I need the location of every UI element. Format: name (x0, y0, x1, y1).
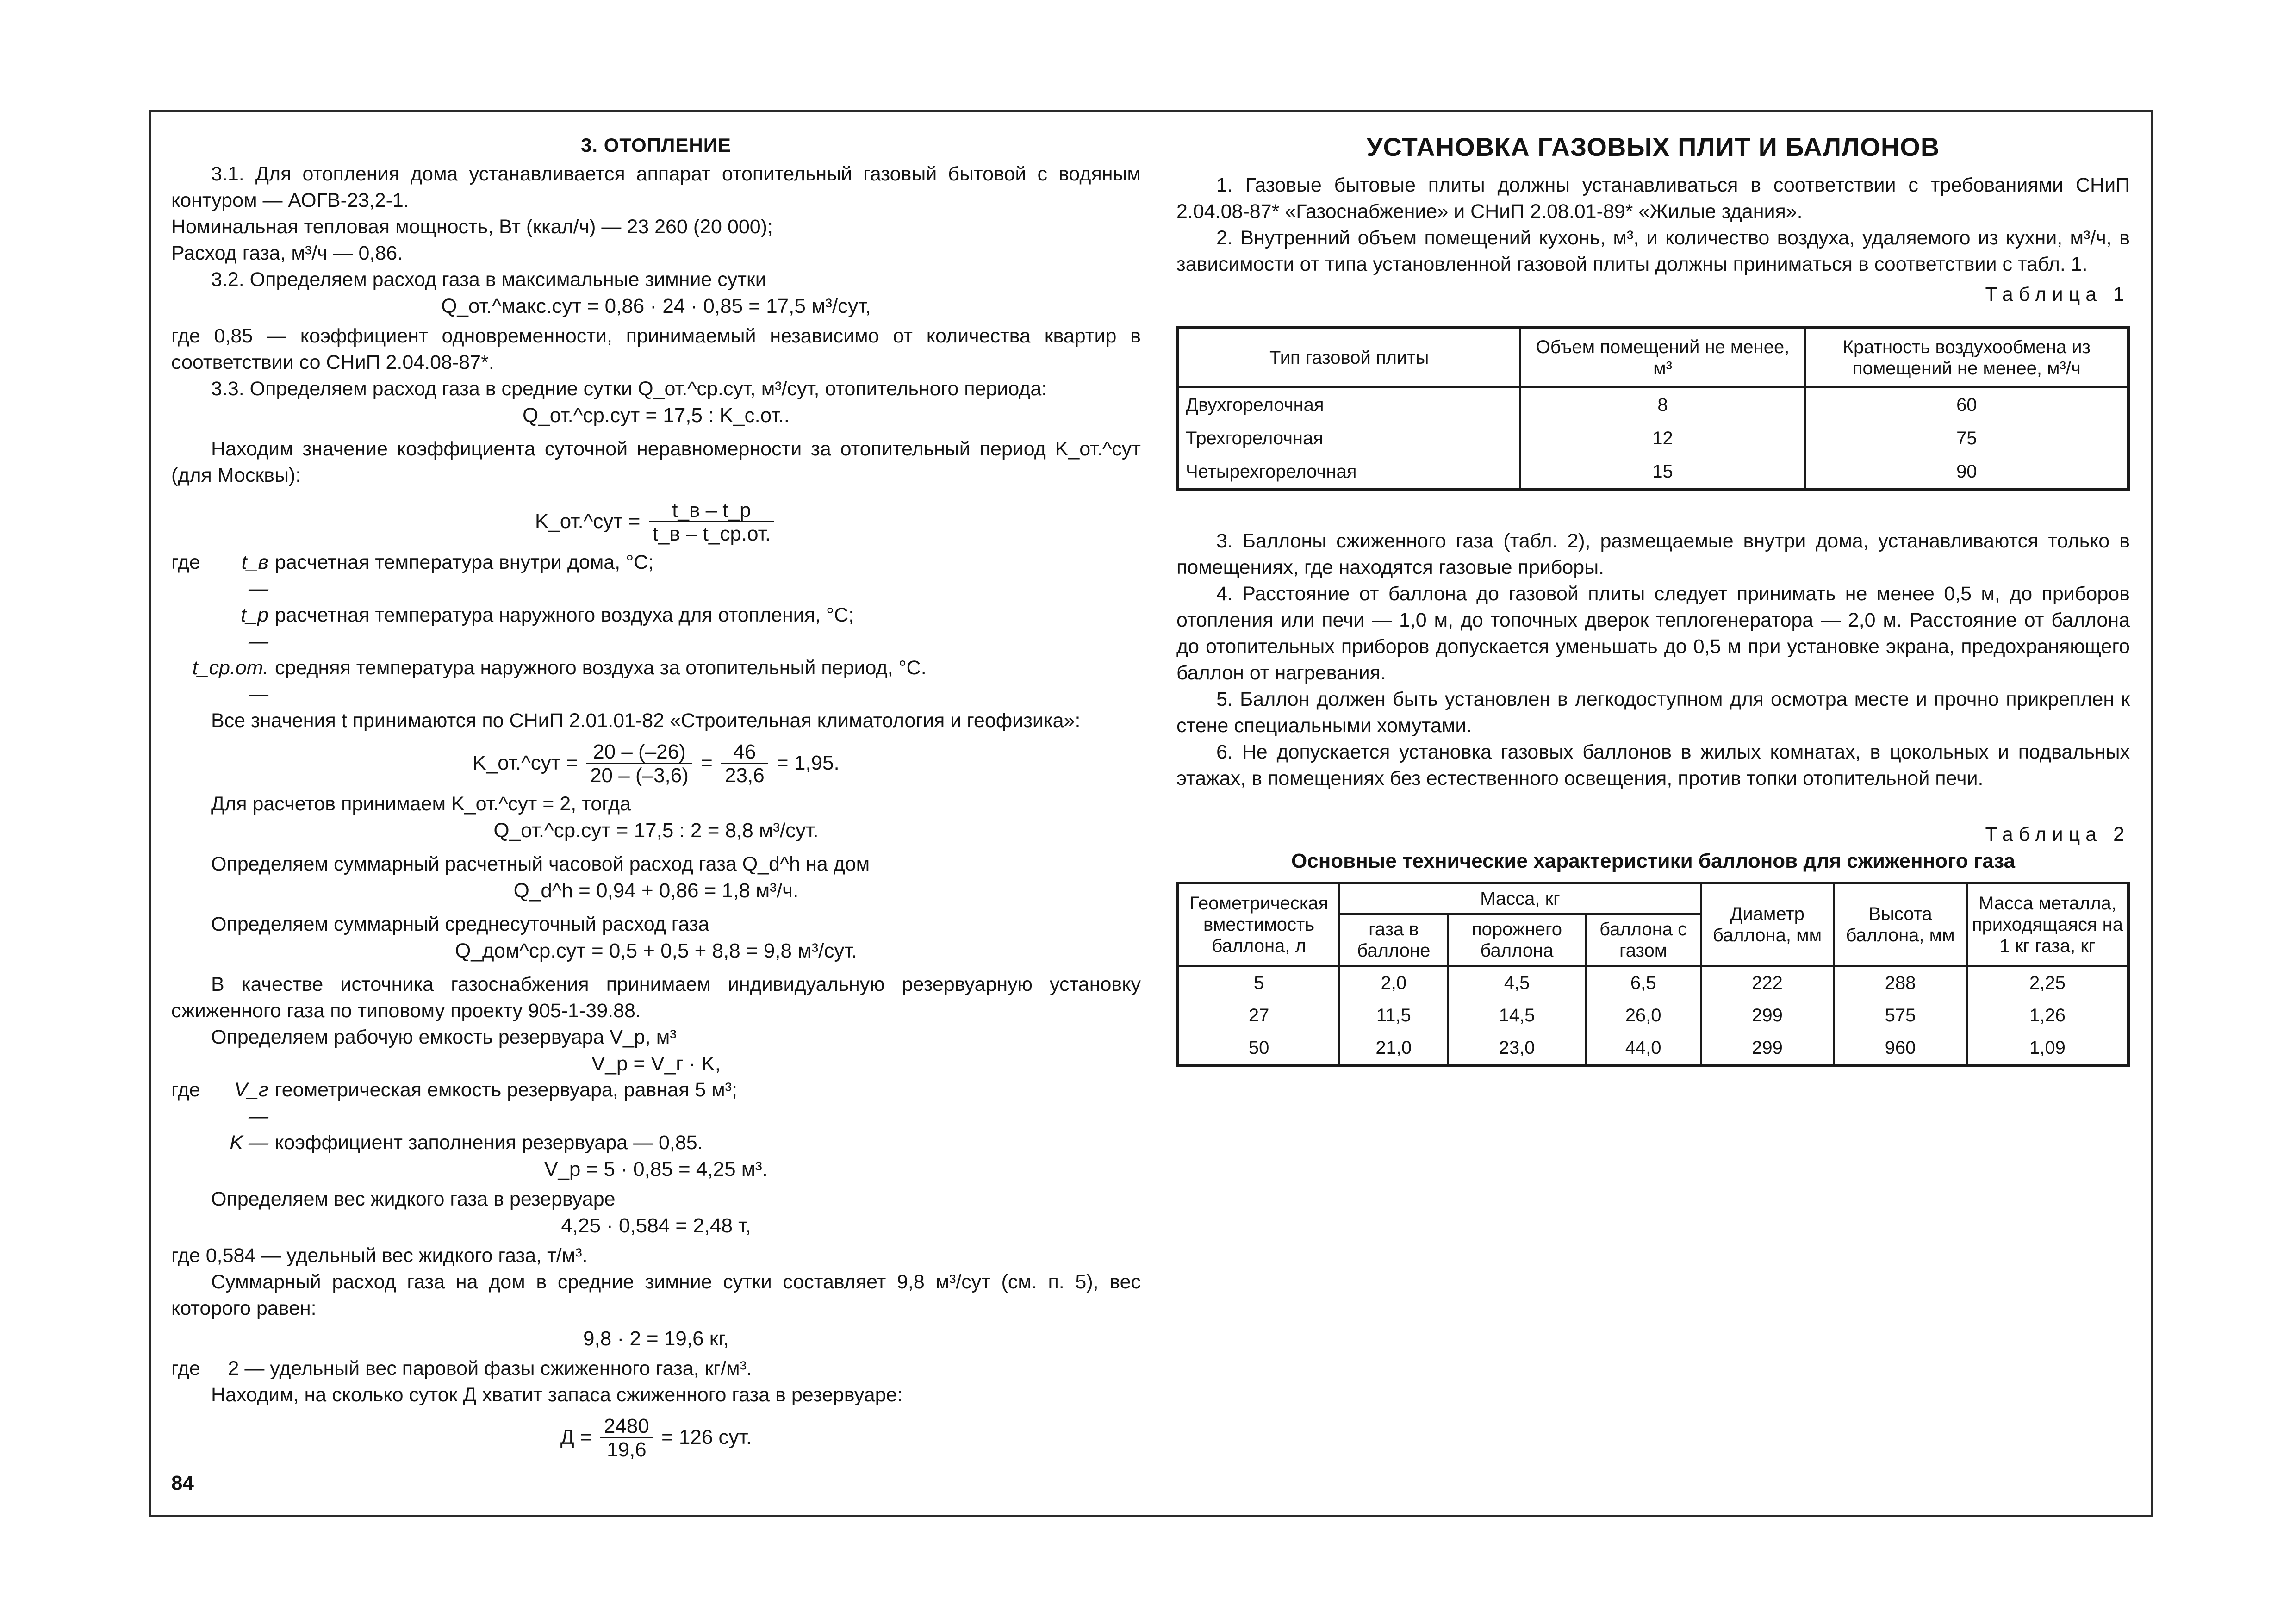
days-intro: Находим, на сколько суток Д хватит запаса сжиженного газа в резервуаре: (211, 1384, 903, 1406)
definition-symbol: t_в — (241, 551, 268, 600)
formula-coefficient-left: K_от.^сут = (535, 510, 641, 533)
liquid-weight-note: где 0,584 — удельный вес жидкого газа, т/м³. (171, 1244, 588, 1267)
table-2-header: Высота баллона, мм (1834, 883, 1967, 966)
table-cell: 44,0 (1586, 1032, 1701, 1065)
fraction-denominator: 20 – (–3,6) (590, 764, 689, 787)
table-2-label: Таблица 2 (1985, 823, 2130, 846)
definition-text: коэффициент заполнения резервуара — 0,85. (275, 1132, 703, 1154)
table-cell: 8 (1520, 387, 1805, 422)
table-2-header: Диаметр баллона, мм (1701, 883, 1834, 966)
formula-liquid-weight: 4,25 · 0,584 = 2,48 т, (561, 1214, 751, 1237)
gas-consumption: Расход газа, м³/ч — 0,86. (171, 242, 403, 264)
fraction (600, 1416, 653, 1461)
table-2-title: Основные технические характеристики баллонов для сжиженного газа (1291, 850, 2015, 872)
section-title: 3. ОТОПЛЕНИЕ (581, 134, 731, 156)
table-2 (1176, 882, 2130, 1067)
table-cell: 14,5 (1448, 999, 1586, 1032)
table-cell: 21,0 (1339, 1032, 1448, 1065)
table-cell: 26,0 (1586, 999, 1701, 1032)
definition-text: расчетная температура наружного воздуха для отопления, °С; (275, 604, 854, 626)
table-cell: 2,25 (1967, 966, 2128, 999)
table-cell: 4,5 (1448, 966, 1586, 999)
values-note: Все значения t принимаются по СНиП 2.01.01-82 «Строительная климатология и геофизика»: (211, 709, 1081, 732)
formula-daily-total: Q_дом^ср.сут = 0,5 + 0,5 + 8,8 = 9,8 м³/сут. (455, 939, 857, 962)
table-row (1178, 422, 2128, 455)
paragraph-3-1: 3.1. Для отопления дома устанавливается аппарат отопительный газовый бытовой с водяным контуром — АОГВ-23,2-1. (171, 163, 1141, 211)
daily-total-intro: Определяем суммарный среднесуточный расход газа (211, 913, 709, 935)
table-cell: 222 (1701, 966, 1834, 999)
definition-text: расчетная температура внутри дома, °С; (275, 551, 654, 573)
table-row (1178, 455, 2128, 490)
table-1-header: Объем помещений не менее, м³ (1520, 328, 1805, 387)
fraction-numerator: 20 – (–26) (586, 741, 692, 764)
paragraph-3: 3. Баллоны сжиженного газа (табл. 2), размещаемые внутри дома, устанавливаются только в помещениях, где находятся газовые приборы. (1176, 530, 2130, 578)
fraction-numerator: t_в – t_р (649, 500, 774, 522)
table-cell: Трехгорелочная (1178, 422, 1520, 455)
supply-source: В качестве источника газоснабжения принимаем индивидуальную резервуарную установку сжиженного газа по типовому проекту 905-1-39.88. (171, 973, 1141, 1022)
table-cell: 299 (1701, 999, 1834, 1032)
definition-row (171, 1130, 1141, 1156)
table-cell: 12 (1520, 422, 1805, 455)
coefficient-intro: Находим значение коэффициента суточной неравномерности за отопительный период K_от.^сут (для Москвы): (171, 438, 1141, 486)
definition-row (171, 1077, 1141, 1130)
table-2-header: Масса металла, приходящаяся на 1 кг газа, кг (1967, 883, 2128, 966)
table-cell: 2,0 (1339, 966, 1448, 999)
table-row (1178, 966, 2128, 999)
tank-capacity-intro: Определяем рабочую емкость резервуара V_р, м³ (211, 1026, 677, 1048)
formula-hourly: Q_d^h = 0,94 + 0,86 = 1,8 м³/ч. (513, 879, 799, 902)
formula-coefficient (171, 500, 1141, 546)
table-1-label: Таблица 1 (1985, 283, 2130, 305)
hourly-intro: Определяем суммарный расчетный часовой расход газа Q_d^h на дом (211, 853, 870, 875)
table-cell: 299 (1701, 1032, 1834, 1065)
formula-avg-daily-result: Q_от.^ср.сут = 17,5 : 2 = 8,8 м³/сут. (493, 819, 819, 842)
formula-result: = 126 сут. (661, 1426, 752, 1449)
fraction (721, 741, 768, 787)
formula-result: = 1,95. (776, 752, 840, 775)
page-number: 84 (171, 1472, 194, 1494)
table-cell: 11,5 (1339, 999, 1448, 1032)
paragraph-1: 1. Газовые бытовые плиты должны устанавливаться в соответствии с требованиями СНиП 2.04.08-87* «Газоснабжение» и СНиП 2.08.01-89* «Жилые здания». (1176, 174, 2130, 223)
fraction-numerator: 2480 (600, 1416, 653, 1438)
fraction (586, 741, 692, 787)
table-cell: Четырехгорелочная (1178, 455, 1520, 490)
table-2-header: Масса, кг (1339, 883, 1701, 914)
table-cell: 15 (1520, 455, 1805, 490)
fraction-denominator: 19,6 (607, 1438, 647, 1461)
definition-row (171, 549, 1141, 602)
paragraph-4: 4. Расстояние от баллона до газовой плиты следует принимать не менее 0,5 м, до приборов отопления или печи — 1,0 м, до топочных дверок теплогенератора — 2,0 м. Расстояние от баллона до отопительных приборов допускается уменьшать до 0,5 м при установке экрана, предохраняющего баллон от нагревания. (1176, 583, 2130, 684)
table-cell: 575 (1834, 999, 1967, 1032)
table-2-header: порожнего баллона (1448, 914, 1586, 966)
where-word: где (171, 551, 200, 573)
formula-coefficient-value: K_от.^сут = $\frac{20 - (-26)}{20 - (-3,6)}$ = $\frac{46}{23,6}$ = 1,95. (473, 740, 840, 787)
page-title: УСТАНОВКА ГАЗОВЫХ ПЛИТ И БАЛЛОНОВ (1366, 132, 1940, 162)
paragraph-5: 5. Баллон должен быть установлен в легкодоступном для осмотра месте и прочно прикреплен к стене специальными хомутами. (1176, 688, 2130, 737)
formula-tank-result: V_р = 5 · 0,85 = 4,25 м³. (544, 1158, 768, 1181)
formula-days (171, 1416, 1141, 1461)
fraction-numerator: 46 (721, 741, 768, 764)
table-row (1178, 387, 2128, 422)
table-cell: 60 (1805, 387, 2128, 422)
formula-tank-capacity: V_р = V_г · K, (591, 1052, 721, 1075)
definition-text: геометрическая емкость резервуара, равная 5 м³; (275, 1079, 737, 1101)
paragraph-3-3: 3.3. Определяем расход газа в средние сутки Q_от.^ср.сут, м³/сут, отопительного периода: (211, 378, 1047, 400)
right-column (1176, 132, 2130, 1067)
table-cell: 27 (1178, 999, 1339, 1032)
table-2-header: баллона с газом (1586, 914, 1701, 966)
definition-row (171, 655, 1141, 708)
definition-text: средняя температура наружного воздуха за отопительный период, °С. (275, 657, 927, 679)
table-cell: 90 (1805, 455, 2128, 490)
fraction-denominator: 23,6 (725, 764, 765, 787)
nominal-power: Номинальная тепловая мощность, Вт (ккал/ч) — 23 260 (20 000); (171, 216, 773, 238)
coefficient-note: где 0,85 — коэффициент одновременности, принимаемый независимо от количества квартир в соответствии со СНиП 2.04.08-87*. (171, 325, 1141, 373)
formula-vapor-weight: 9,8 · 2 = 19,6 кг, (583, 1327, 729, 1350)
table-2-header: Геометрическая вместимость баллона, л (1178, 883, 1339, 966)
accept-coefficient: Для расчетов принимаем K_от.^сут = 2, тогда (211, 793, 631, 815)
paragraph-6: 6. Не допускается установка газовых баллонов в жилых комнатах, в цокольных и подвальных этажах, в помещениях без естественного освещения, против топки отопительной печи. (1176, 741, 2130, 790)
formula-left: K_от.^сут = (473, 752, 578, 775)
definition-symbol: K — (230, 1132, 268, 1154)
table-1-header: Тип газовой плиты (1178, 328, 1520, 387)
liquid-weight-intro: Определяем вес жидкого газа в резервуаре (211, 1188, 616, 1210)
table-row (1178, 1032, 2128, 1065)
table-cell: 5 (1178, 966, 1339, 999)
table-cell: 1,09 (1967, 1032, 2128, 1065)
definition-symbol: t_ср.от. — (192, 657, 268, 705)
where-word: где (171, 1079, 200, 1101)
table-cell: 6,5 (1586, 966, 1701, 999)
paragraph-2: 2. Внутренний объем помещений кухонь, м³, и количество воздуха, удаляемого из кухни, м³/ч, в зависимости от типа установленной газовой плиты должны приниматься в соответствии с табл. 1. (1176, 227, 2130, 275)
table-cell: 1,26 (1967, 999, 2128, 1032)
formula-avg-daily: Q_от.^ср.сут = 17,5 : K_с.от.. (523, 404, 790, 427)
definition-symbol: V_г — (234, 1079, 268, 1127)
table-cell: 960 (1834, 1032, 1967, 1065)
paragraph-3-2: 3.2. Определяем расход газа в максимальные зимние сутки (211, 268, 766, 291)
fraction (649, 500, 774, 546)
vapor-weight-note: где 2 — удельный вес паровой фазы сжиженного газа, кг/м³. (171, 1357, 752, 1380)
formula-max-daily: Q_от.^макс.сут = 0,86 · 24 · 0,85 = 17,5 м³/сут, (441, 295, 871, 317)
table-cell: 75 (1805, 422, 2128, 455)
table-row (1178, 999, 2128, 1032)
table-cell: 50 (1178, 1032, 1339, 1065)
formula-left: Д = (560, 1426, 592, 1449)
definition-symbol: t_р — (241, 604, 268, 653)
table-cell: Двухгорелочная (1178, 387, 1520, 422)
table-1-header: Кратность воздухообмена из помещений не менее, м³/ч (1805, 328, 2128, 387)
table-1 (1176, 326, 2130, 491)
table-2-header: газа в баллоне (1339, 914, 1448, 966)
definition-row (171, 602, 1141, 655)
fraction-denominator: t_в – t_ср.от. (652, 522, 771, 545)
total-consumption: Суммарный расход газа на дом в средние зимние сутки составляет 9,8 м³/сут (см. п. 5), вес которого равен: (171, 1271, 1141, 1319)
table-cell: 288 (1834, 966, 1967, 999)
table-cell: 23,0 (1448, 1032, 1586, 1065)
left-column (171, 132, 1141, 1461)
